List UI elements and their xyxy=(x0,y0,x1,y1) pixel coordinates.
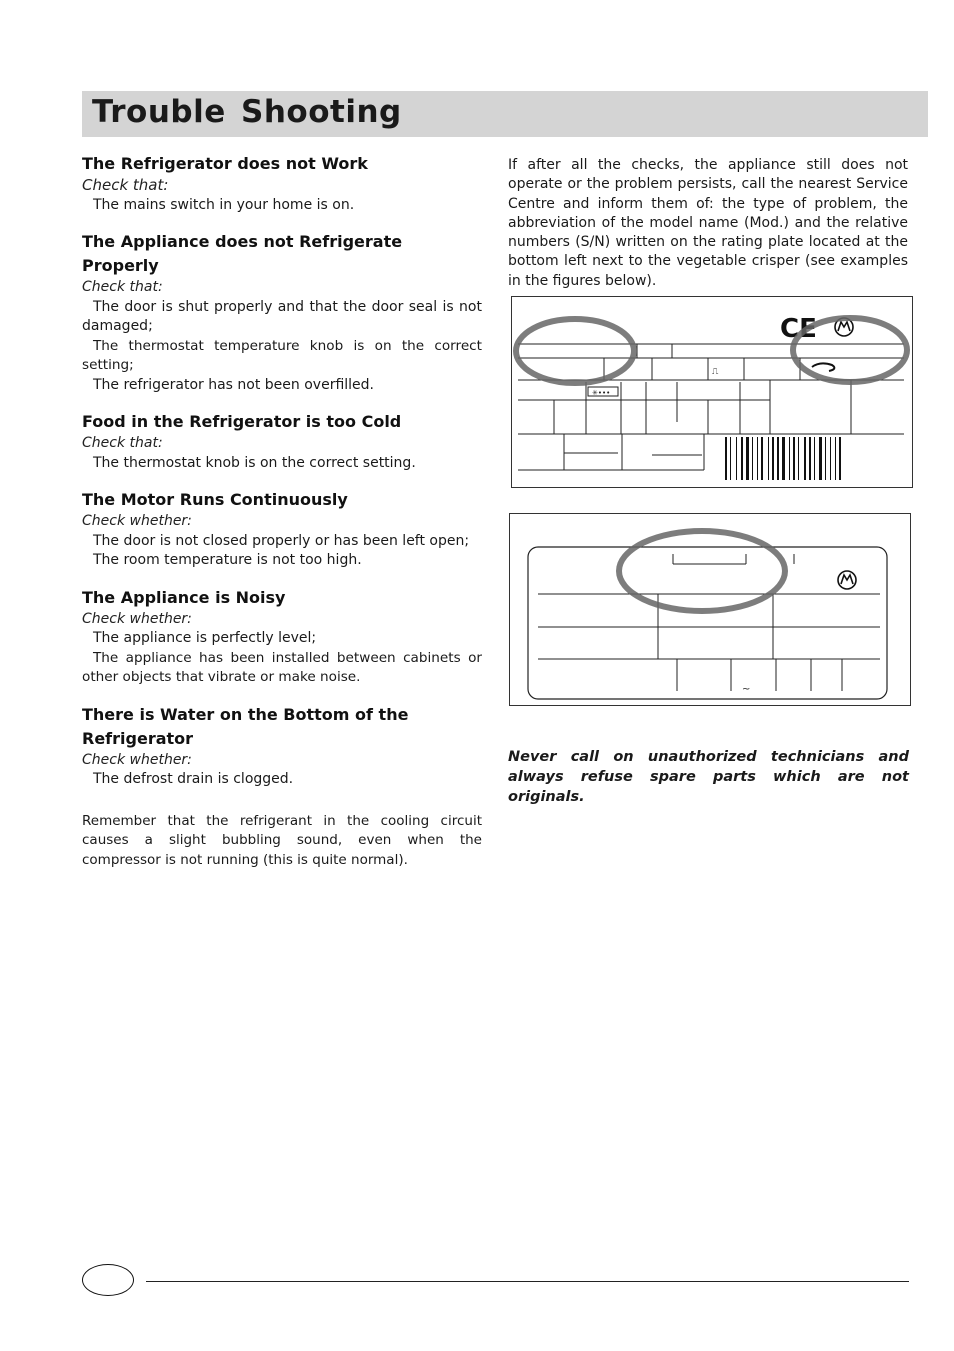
check-item: The thermostat knob is on the correct setting. xyxy=(93,454,416,471)
ce-mark: CE xyxy=(780,314,817,344)
section-not-refrigerate xyxy=(82,230,482,395)
check-label: Check that: xyxy=(82,176,169,194)
barcode-bar xyxy=(736,437,737,480)
refrigerant-note: Remember that the refrigerant in the cooling circuit causes a slight bubbling sound, even when the compressor is not running (this is quite normal). xyxy=(82,812,482,868)
check-item: The thermostat temperature knob is on the correct setting; xyxy=(82,337,482,373)
certification-mark-icon xyxy=(838,571,856,589)
troubleshooting-column xyxy=(82,152,482,884)
check-label: Check that: xyxy=(82,279,163,295)
barcode-bar xyxy=(825,437,826,480)
barcode xyxy=(725,437,841,480)
check-item: The appliance has been installed between cabinets or other objects that vibrate or make noise. xyxy=(82,649,482,685)
barcode-bar xyxy=(804,437,806,480)
barcode-bar xyxy=(725,437,727,480)
barcode-bar xyxy=(768,437,769,480)
check-label: Check that: xyxy=(82,435,163,451)
freezer-star-icon: ✳••• xyxy=(592,389,611,397)
page-title: Trouble Shooting xyxy=(92,94,402,130)
section-noisy xyxy=(82,586,482,688)
section-heading: The Refrigerator does not Work xyxy=(82,154,368,173)
model-serial-highlight-circle xyxy=(619,531,785,611)
barcode-bar xyxy=(730,437,731,480)
barcode-bar xyxy=(746,437,749,480)
barcode-bar xyxy=(772,437,774,480)
ac-tilde: ~ xyxy=(742,684,751,695)
footer-rule xyxy=(146,1281,909,1282)
page-number-oval xyxy=(82,1264,134,1296)
serial-highlight-circle xyxy=(793,318,907,382)
rating-plate-example-2 xyxy=(509,513,911,706)
barcode-bar xyxy=(793,437,795,480)
section-heading: The Motor Runs Continuously xyxy=(82,490,348,509)
check-item: The door is not closed properly or has been left open; xyxy=(93,532,470,549)
service-column xyxy=(508,156,908,291)
model-highlight-circle xyxy=(516,319,634,383)
check-item: The mains switch in your home is on. xyxy=(93,196,355,213)
barcode-bar xyxy=(761,437,763,480)
section-heading: Food in the Refrigerator is too Cold xyxy=(82,412,402,431)
check-item: The door is shut properly and that the door seal is not damaged; xyxy=(82,298,482,334)
barcode-bar xyxy=(798,437,799,480)
section-motor-runs xyxy=(82,488,482,571)
warning-text: Never call on unauthorized technicians and always refuse spare parts which are not originals. xyxy=(508,749,909,805)
barcode-bar xyxy=(741,437,743,480)
title-bar xyxy=(82,91,928,137)
barcode-bar xyxy=(789,437,790,480)
barcode-bar xyxy=(839,437,841,480)
rating-plate-2-drawing xyxy=(510,514,910,705)
barcode-bar xyxy=(835,437,836,480)
wave-symbol: ⎍ xyxy=(712,367,719,377)
check-item: The appliance is perfectly level; xyxy=(93,630,317,646)
section-too-cold xyxy=(82,410,482,473)
barcode-bar xyxy=(782,437,785,480)
barcode-bar xyxy=(777,437,779,480)
section-heading: The Appliance is Noisy xyxy=(82,587,286,607)
section-heading: There is Water on the Bottom of the Refrigerator xyxy=(82,704,409,748)
check-label: Check whether: xyxy=(82,751,192,768)
plug-icon xyxy=(812,363,834,371)
check-item: The defrost drain is clogged. xyxy=(93,771,294,787)
barcode-bar xyxy=(752,437,753,480)
check-label: Check whether: xyxy=(82,610,192,627)
barcode-bar xyxy=(809,437,811,480)
section-water-bottom xyxy=(82,703,482,790)
barcode-bar xyxy=(814,437,815,480)
service-instructions: If after all the checks, the appliance still does not operate or the problem persists, call the nearest Service Centre and inform them of: the type of problem, the abbreviation of the model name (Mod.) and the relative numbers (S/N) written on the rating plate located at the bottom left next to the vegetable crisper (see examples in the figures below). xyxy=(508,157,908,289)
section-heading: The Appliance does not Refrigerate Properly xyxy=(82,232,403,275)
section-does-not-work xyxy=(82,152,482,215)
barcode-bar xyxy=(830,437,831,480)
check-item: The refrigerator has not been overfilled. xyxy=(93,376,374,393)
barcode-bar xyxy=(819,437,822,480)
rating-plate-1-drawing xyxy=(512,297,912,487)
barcode-bar xyxy=(757,437,758,480)
check-item: The room temperature is not too high. xyxy=(93,552,362,568)
rating-plate-example-1 xyxy=(511,296,913,488)
check-label: Check whether: xyxy=(82,513,192,529)
